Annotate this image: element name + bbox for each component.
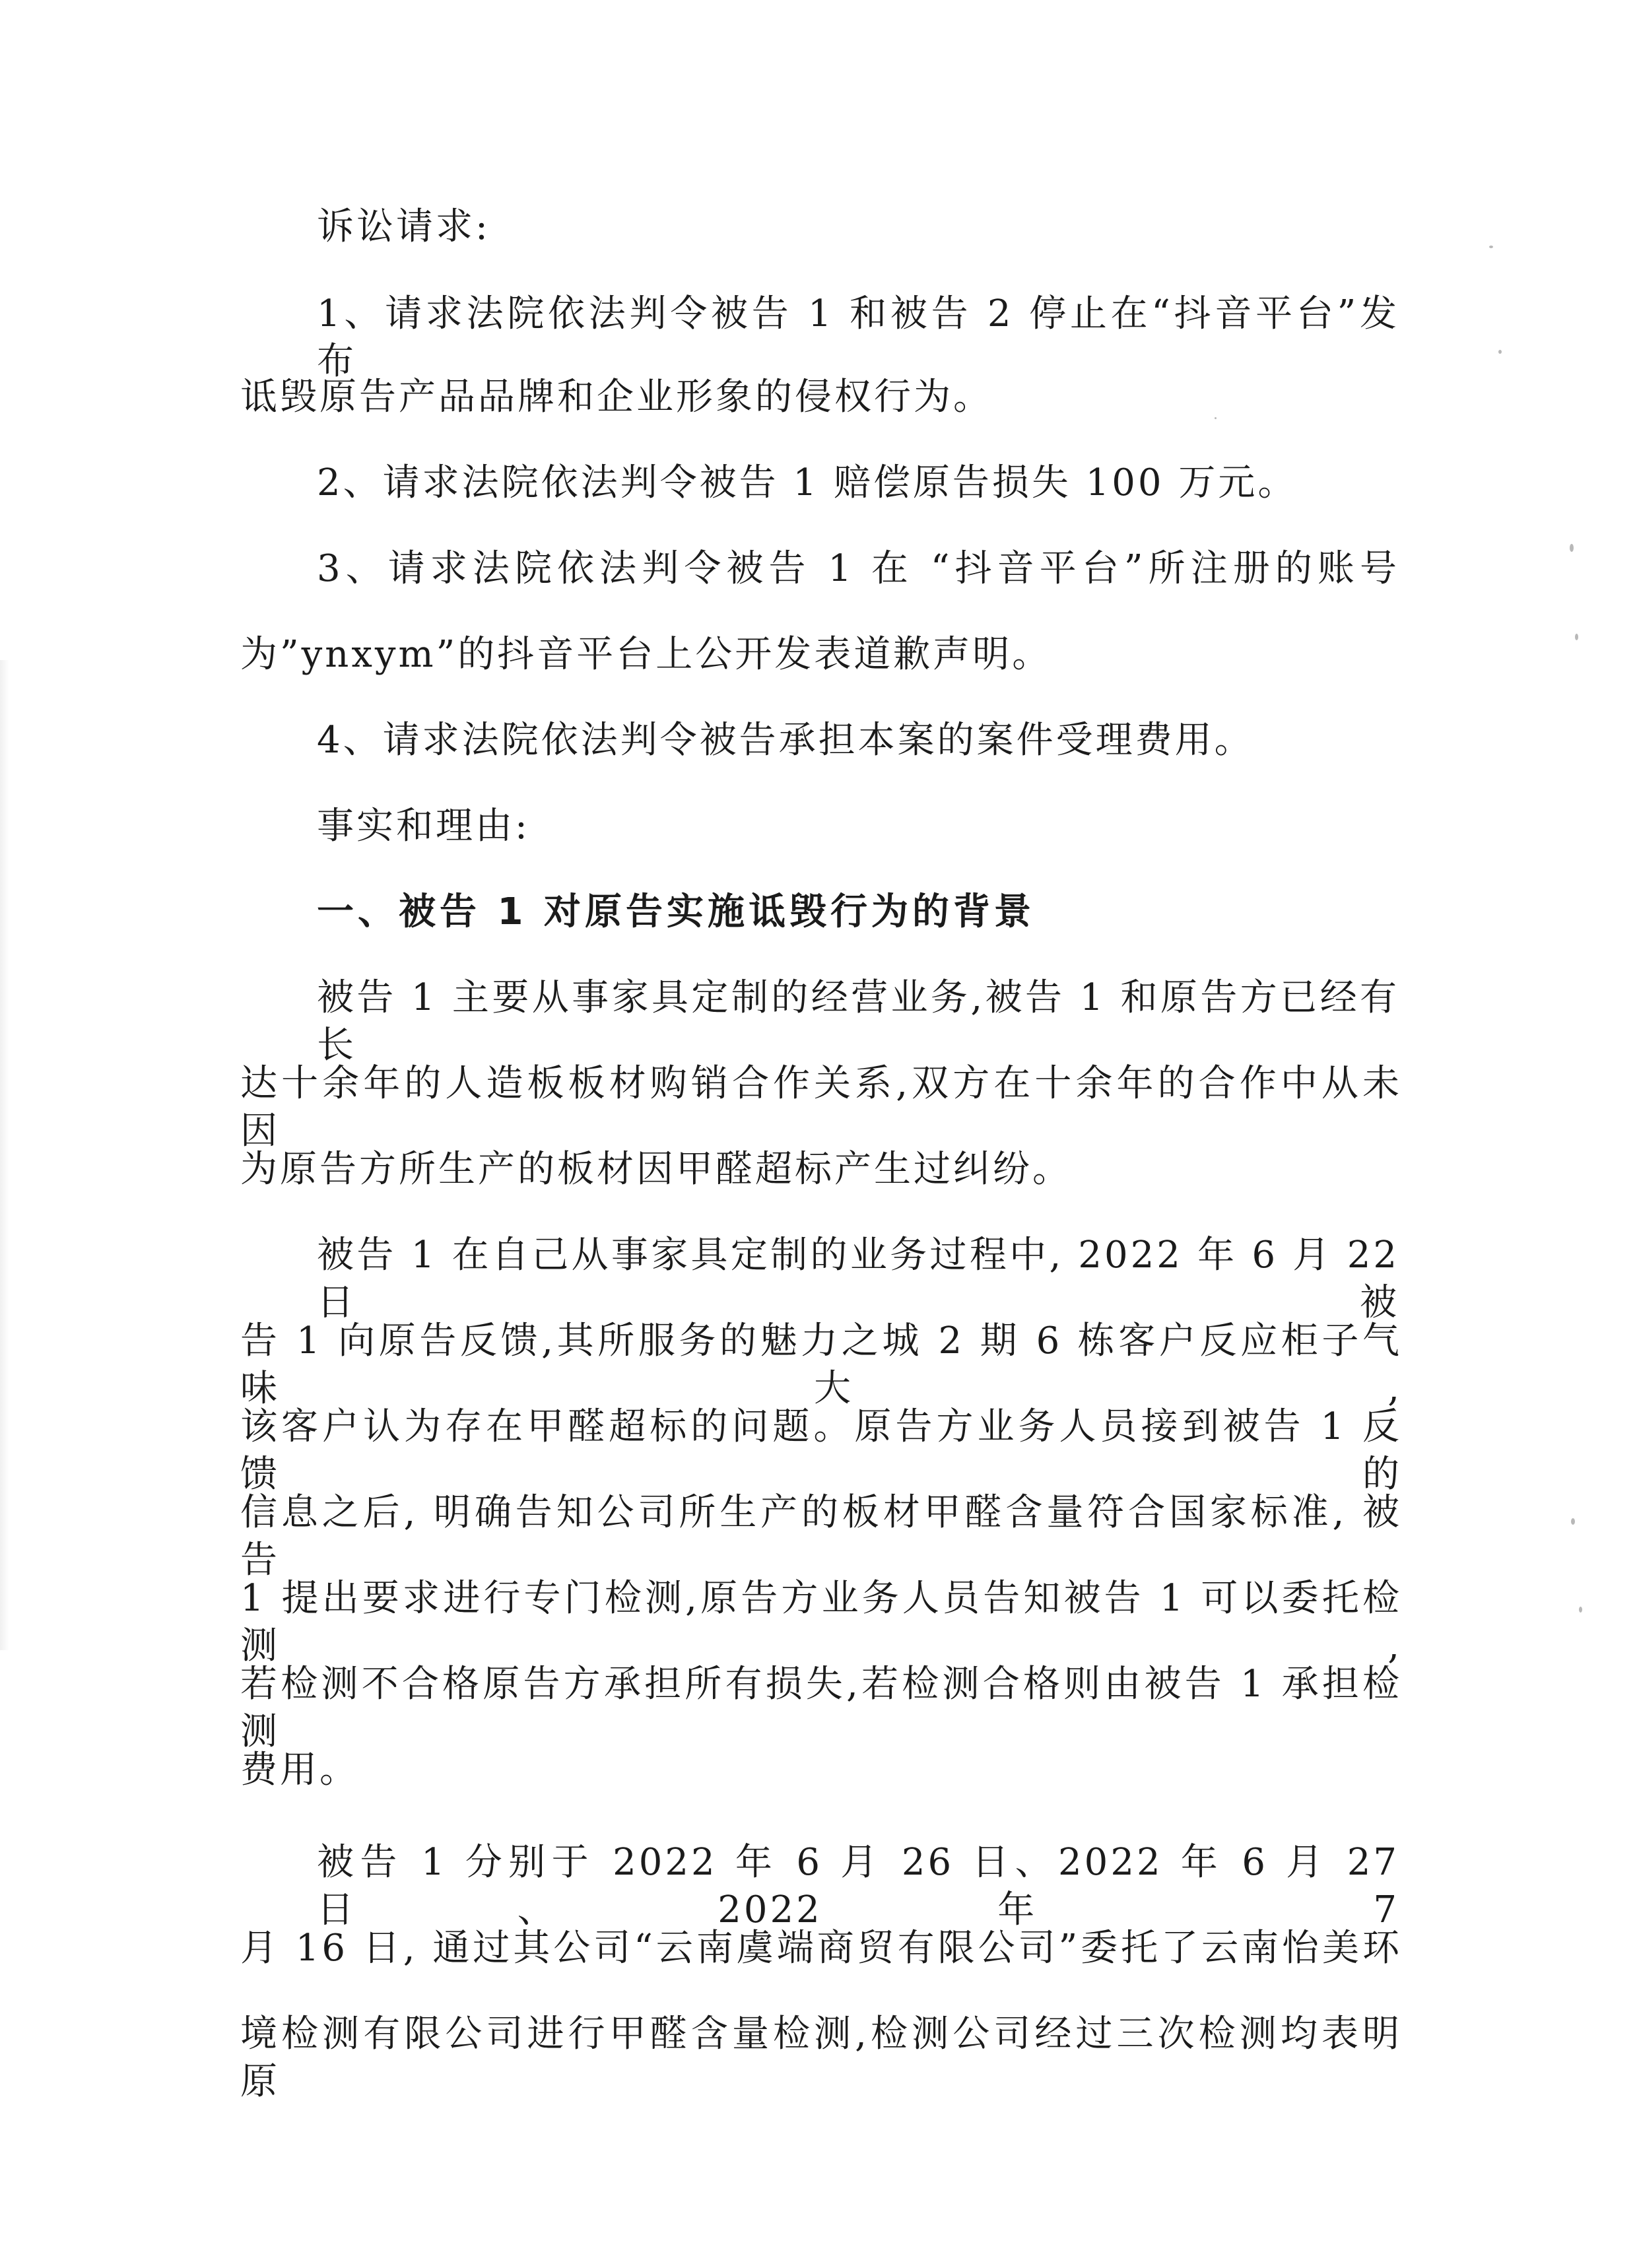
paragraph-3-line-1: 被告 1 分别于 2022 年 6 月 26 日、2022 年 6 月 27 日、2022 年 7 bbox=[317, 1841, 1399, 1931]
claim-1-line-2: 诋毁原告产品品牌和企业形象的侵权行为。 bbox=[240, 376, 993, 418]
paragraph-2-line-5: 1 提出要求进行专门检测,原告方业务人员告知被告 1 可以委托检测, bbox=[240, 1577, 1402, 1667]
paragraph-2-line-6: 若检测不合格原告方承担所有损失,若检测合格则由被告 1 承担检测 bbox=[240, 1663, 1402, 1753]
paragraph-3-line-3: 境检测有限公司进行甲醛含量检测,检测公司经过三次检测均表明原 bbox=[240, 2013, 1402, 2103]
paragraph-2-line-1: 被告 1 在自己从事家具定制的业务过程中, 2022 年 6 月 22 日被 bbox=[317, 1234, 1399, 1324]
scan-speck bbox=[1570, 544, 1574, 552]
paragraph-2-line-4: 信息之后, 明确告知公司所生产的板材甲醛含量符合国家标准, 被告 bbox=[240, 1491, 1402, 1582]
claim-4: 4、请求法院依法判令被告承担本案的案件受理费用。 bbox=[317, 719, 1254, 762]
scan-speck bbox=[1579, 1607, 1582, 1613]
heading-claims: 诉讼请求: bbox=[317, 205, 490, 248]
heading-facts-reasons: 事实和理由: bbox=[317, 805, 530, 848]
paragraph-2-line-3: 该客户认为存在甲醛超标的问题。原告方业务人员接到被告 1 反馈的 bbox=[240, 1405, 1402, 1496]
scan-speck bbox=[1571, 1518, 1575, 1525]
paragraph-1-line-3: 为原告方所生产的板材因甲醛超标产生过纠纷。 bbox=[240, 1148, 1072, 1191]
claim-2: 2、请求法院依法判令被告 1 赔偿原告损失 100 万元。 bbox=[317, 461, 1298, 504]
scan-edge-shadow bbox=[0, 660, 9, 1650]
scan-speck bbox=[1489, 246, 1493, 248]
section-heading-1: 一、被告 1 对原告实施诋毁行为的背景 bbox=[317, 890, 1035, 933]
paragraph-1-line-1: 被告 1 主要从事家具定制的经营业务,被告 1 和原告方已经有长 bbox=[317, 976, 1399, 1067]
paragraph-2-line-7: 费用。 bbox=[240, 1749, 359, 1791]
scan-speck bbox=[1575, 634, 1578, 640]
scan-speck bbox=[1498, 350, 1502, 354]
claim-3-line-2: 为”ynxym”的抖音平台上公开发表道歉声明。 bbox=[240, 633, 1052, 676]
claim-3-line-1: 3、请求法院依法判令被告 1 在 “抖音平台”所注册的账号 bbox=[317, 547, 1399, 590]
paragraph-1-line-2: 达十余年的人造板板材购销合作关系,双方在十余年的合作中从未因 bbox=[240, 1062, 1402, 1152]
claim-1-line-1: 1、请求法院依法判令被告 1 和被告 2 停止在“抖音平台”发布 bbox=[317, 292, 1399, 383]
scan-speck bbox=[1215, 417, 1217, 419]
paragraph-3-line-2: 月 16 日, 通过其公司“云南虞端商贸有限公司”委托了云南怡美环 bbox=[240, 1927, 1402, 1970]
paragraph-2-line-2: 告 1 向原告反馈,其所服务的魅力之城 2 期 6 栋客户反应柜子气味大, bbox=[240, 1319, 1402, 1410]
